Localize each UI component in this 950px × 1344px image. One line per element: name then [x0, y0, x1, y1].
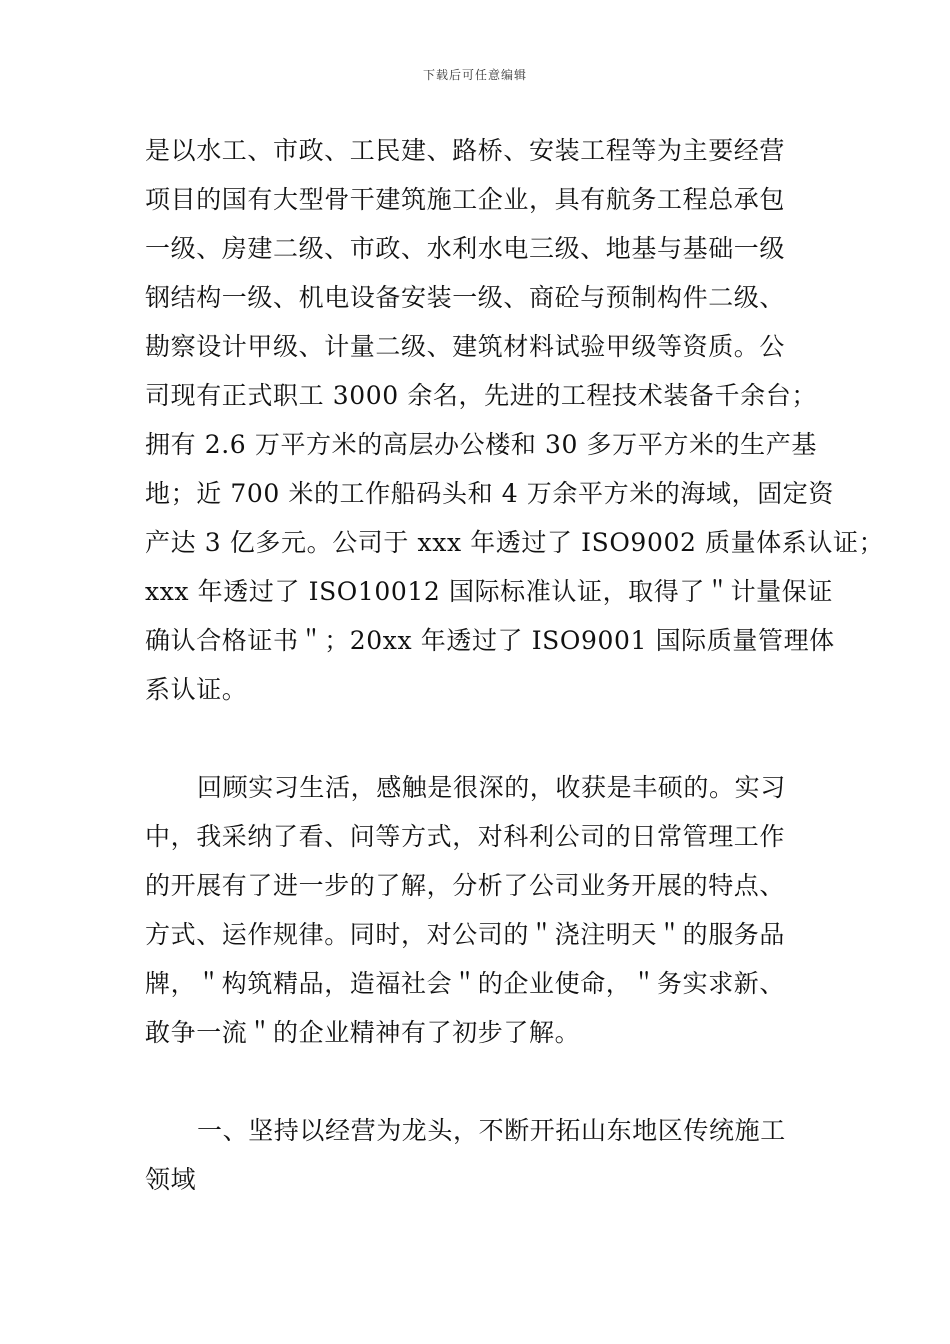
text-line: 是以水工、市政、工民建、路桥、安装工程等为主要经营: [145, 136, 786, 165]
text-line: 地；近 700 米的工作船码头和 4 万余平方米的海域，固定资: [145, 479, 835, 508]
text-line: 勘察设计甲级、计量二级、建筑材料试验甲级等资质。公: [145, 332, 786, 361]
paragraph-internship-review: [145, 763, 805, 1057]
paragraph-section-heading: [145, 1106, 805, 1204]
text-line: 中，我采纳了看、问等方式，对科利公司的日常管理工作: [145, 822, 786, 851]
page-header: 下载后可任意编辑: [422, 68, 527, 82]
text-line: 一、坚持以经营为龙头，不断开拓山东地区传统施工: [197, 1116, 786, 1145]
paragraph-company-profile: [145, 126, 885, 714]
text-line: 司现有正式职工 3000 余名，先进的工程技术装备千余台；: [145, 381, 817, 410]
text-line: 项目的国有大型骨干建筑施工企业，具有航务工程总承包: [145, 185, 786, 214]
text-line: 回顾实习生活，感触是很深的，收获是丰硕的。实习: [197, 773, 786, 802]
paragraph-spacer: [145, 714, 805, 763]
text-line: 方式、运作规律。同时，对公司的＂浇注明天＂的服务品: [145, 920, 786, 949]
text-line: 的开展有了进一步的了解，分析了公司业务开展的特点、: [145, 871, 786, 900]
text-line: 钢结构一级、机电设备安装一级、商砼与预制构件二级、: [145, 283, 786, 312]
text-line: 系认证。: [145, 675, 248, 704]
document-body: [145, 126, 885, 1204]
text-line: 产达 3 亿多元。公司于 xxx 年透过了 ISO9002 质量体系认证；: [145, 528, 885, 557]
text-line: 拥有 2.6 万平方米的高层办公楼和 30 多万平方米的生产基: [145, 430, 817, 459]
text-line: 确认合格证书＂；20xx 年透过了 ISO9001 国际质量管理体: [145, 626, 835, 655]
text-line: 一级、房建二级、市政、水利水电三级、地基与基础一级: [145, 234, 786, 263]
paragraph-spacer: [145, 1057, 805, 1106]
text-line: 牌，＂构筑精品，造福社会＂的企业使命，＂务实求新、: [145, 969, 786, 998]
text-line: 敢争一流＂的企业精神有了初步了解。: [145, 1018, 581, 1047]
text-line: 领域: [145, 1165, 197, 1194]
text-line: xxx 年透过了 ISO10012 国际标准认证，取得了＂计量保证: [145, 577, 833, 606]
